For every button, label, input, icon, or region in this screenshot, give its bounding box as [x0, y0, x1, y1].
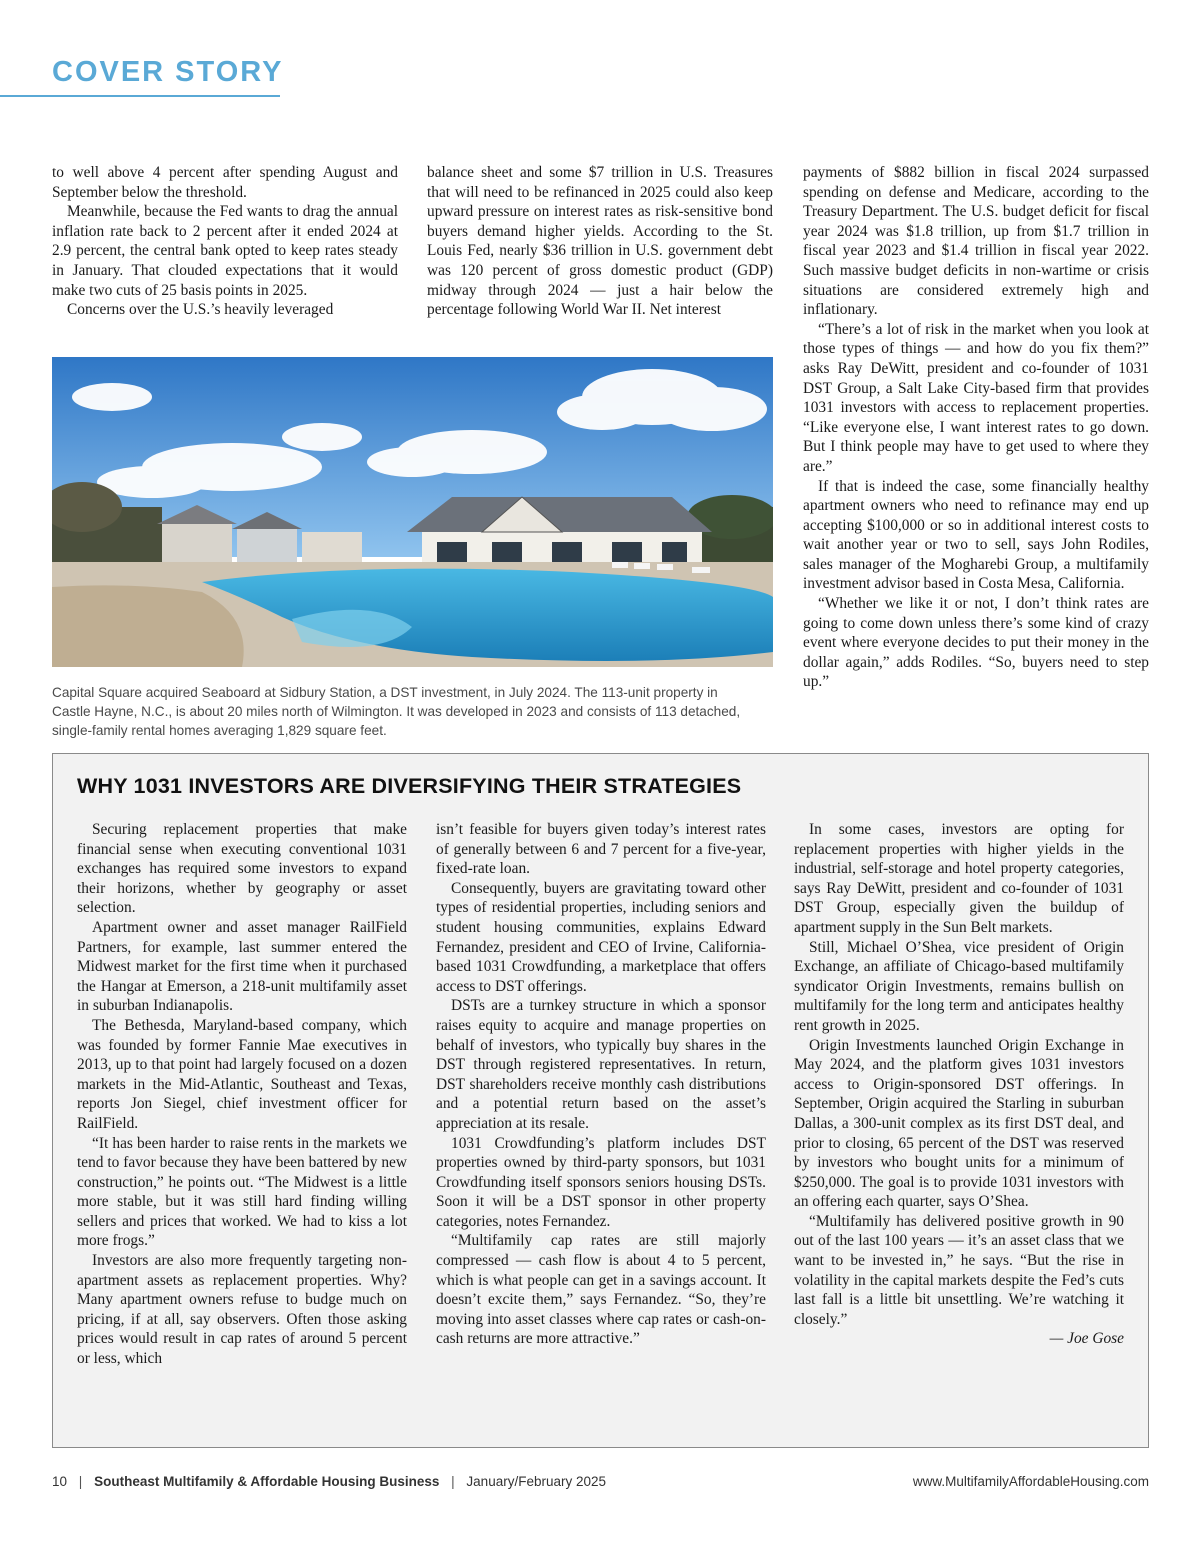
paragraph: “Multifamily has delivered positive growth in 90 out of the last 100 years — it’s an asset class that we want to be invested in,” he says. “But the rise in volatility in the capital markets despite the Fed’s cuts last fall is a little bit unsettling. We’re watching it closely.” — [794, 1212, 1124, 1328]
paragraph: “It has been harder to raise rents in the markets we tend to favor because they have been battered by new construction,” he points out. “The Midwest is a little more stable, but it was still hard finding willing sellers and prices that worked. We had to kiss a lot more frogs.” — [77, 1134, 407, 1250]
paragraph: payments of $882 billion in fiscal 2024 surpassed spending on defense and Medicare, according to the Treasury Department. The U.S. budget deficit for fiscal year 2024 was $1.8 trillion, up from $1.7 trillion in fiscal year 2023 and $1.4 trillion in fiscal year 2022. Such massive budget deficits in non-wartime or crisis situations are considered extremely high and inflationary. — [803, 164, 1149, 319]
article-column-3 — [803, 163, 1149, 692]
website-link[interactable]: www.MultifamilyAffordableHousing.com — [912, 1474, 1149, 1489]
sidebar-column-2 — [436, 820, 766, 1349]
footer-separator: | — [78, 1474, 83, 1489]
paragraph: Securing replacement properties that make financial sense when executing conventional 1031 exchanges has required some investors to expand their horizons, whether by geography or asset selection. — [77, 821, 407, 917]
sidebar-column-3 — [794, 820, 1124, 1349]
section-label: COVER STORY — [52, 56, 284, 88]
paragraph: If that is indeed the case, some financially healthy apartment owners who need to refinance may end up accepting $100,000 or so in additional interest costs to wait another year or two to sell, says John Rodiles, sales manager of the Mogharebi Group, a multifamily investment advisor based in Costa Mesa, California. — [803, 477, 1149, 593]
paragraph: “Whether we like it or not, I don’t think rates are going to come down unless there’s some kind of crazy event where everyone decides to put their money in the dollar again,” adds Rodiles. “So, buyers need to step up.” — [803, 595, 1149, 691]
section-rule — [0, 95, 280, 97]
sidebar-box — [52, 753, 1149, 1448]
article-column-2 — [427, 163, 773, 320]
article-column-1 — [52, 163, 398, 320]
page-footer — [52, 1474, 1149, 1494]
byline: — Joe Gose — [1049, 1330, 1124, 1348]
paragraph: “There’s a lot of risk in the market when you look at those types of things — and how do you fix them?” asks Ray DeWitt, president and co-founder of 1031 DST Group, a Salt Lake City-based firm that provides 1031 investors with access to replacement properties. “Like everyone else, I want interest rates to go down. But I think people may have to get used to where they are.” — [803, 320, 1149, 475]
paragraph: Consequently, buyers are gravitating toward other types of residential properties, including seniors and student housing communities, explains Edward Fernandez, president and CEO of Irvine, California-based 1031 Crowdfunding, a marketplace that offers access to DST offerings. — [436, 879, 766, 995]
paragraph: isn’t feasible for buyers given today’s interest rates of generally between 6 and 7 percent for a five-year, fixed-rate loan. — [436, 821, 766, 878]
paragraph: “Multifamily cap rates are still majorly compressed — cash flow is about 4 to 5 percent, which is what people can get in a savings account. It doesn’t excite them,” says Fernandez. “So, they’re moving into asset classes where cap rates or cash-on-cash returns are more attractive.” — [436, 1232, 766, 1348]
publication-name: Southeast Multifamily & Affordable Housing Business — [94, 1474, 440, 1489]
paragraph: to well above 4 percent after spending August and September below the threshold. — [52, 164, 398, 201]
paragraph: Investors are also more frequently targeting non-apartment assets as replacement properties. Why? Many apartment owners refuse to budge much on pricing, if at all, say observers. Often those asking prices would result in cap rates of around 5 percent or less, which — [77, 1252, 407, 1368]
paragraph: The Bethesda, Maryland-based company, which was founded by former Fannie Mae executives in 2013, up to that point had largely focused on a dozen markets in the Mid-Atlantic, Southeast and Texas, reports Jon Siegel, chief investment officer for RailField. — [77, 1016, 407, 1132]
paragraph: Concerns over the U.S.’s heavily leveraged — [67, 301, 334, 319]
footer-separator: | — [451, 1474, 455, 1489]
paragraph: DSTs are a turnkey structure in which a sponsor raises equity to acquire and manage properties on behalf of investors, who typically buy shares in the DST through registered representatives. In return, DST shareholders receive monthly cash distributions and a potential return based on the asset’s appreciation at its resale. — [436, 997, 766, 1132]
sidebar-column-1 — [77, 820, 407, 1369]
page-number: 10 — [52, 1474, 68, 1489]
property-photo — [52, 357, 773, 667]
paragraph: Meanwhile, because the Fed wants to drag the annual inflation rate back to 2 percent after it ended 2024 at 2.9 percent, the central bank opted to keep rates steady in January. That clouded expectations that it would make two cuts of 25 basis points in 2025. — [52, 203, 398, 299]
paragraph: balance sheet and some $7 trillion in U.S. Treasures that will need to be refinanced in 2025 could also keep upward pressure on interest rates as risk-sensitive bond buyers demand higher yields. According to the St. Louis Fed, nearly $36 trillion in U.S. government debt was 120 percent of gross domestic product (GDP) midway through 2024 — just a hair below the percentage following World War II. Net interest — [427, 164, 773, 319]
paragraph: In some cases, investors are opting for replacement properties with higher yields in the industrial, self-storage and hotel property categories, says Ray DeWitt, president and co-founder of 1031 DST Group, especially given the buildup of apartment supply in the Sun Belt markets. — [794, 821, 1124, 936]
paragraph: 1031 Crowdfunding’s platform includes DST properties owned by third-party sponsors, but 1031 Crowdfunding itself sponsors seniors housing DSTs. Soon it will be a DST sponsor in other property categories, notes Fernandez. — [436, 1134, 766, 1230]
issue-date: January/February 2025 — [466, 1474, 607, 1489]
paragraph: Apartment owner and asset manager RailField Partners, for example, last summer entered the Midwest market for the first time when it purchased the Hangar at Emerson, a 218-unit multifamily asset in suburban Indianapolis. — [77, 918, 407, 1015]
sidebar-title: WHY 1031 INVESTORS ARE DIVERSIFYING THEIR STRATEGIES — [77, 774, 742, 798]
paragraph: Still, Michael O’Shea, vice president of Origin Exchange, an affiliate of Chicago-based multifamily syndicator Origin Investments, remains bullish on multifamily for the long term and anticipates healthy rent growth in 2025. — [794, 938, 1124, 1034]
paragraph: Origin Investments launched Origin Exchange in May 2024, and the platform gives 1031 investors access to Origin-sponsored DST offerings. In September, Origin acquired the Starling in suburban Dallas, a 300-unit complex as its first DST deal, and prior to closing, 65 percent of the DST was reserved by investors who bought units for a minimum of $250,000. The goal is to provide 1031 investors with an offering each quarter, says O’Shea. — [794, 1036, 1124, 1211]
photo-caption: Capital Square acquired Seaboard at Sidbury Station, a DST investment, in July 2024. The 113-unit property in Castle Hayne, N.C., is about 20 miles north of Wilmington. It was developed in 2023 and consists of 113 detached, single-family rental homes averaging 1,829 square feet. — [52, 685, 741, 739]
